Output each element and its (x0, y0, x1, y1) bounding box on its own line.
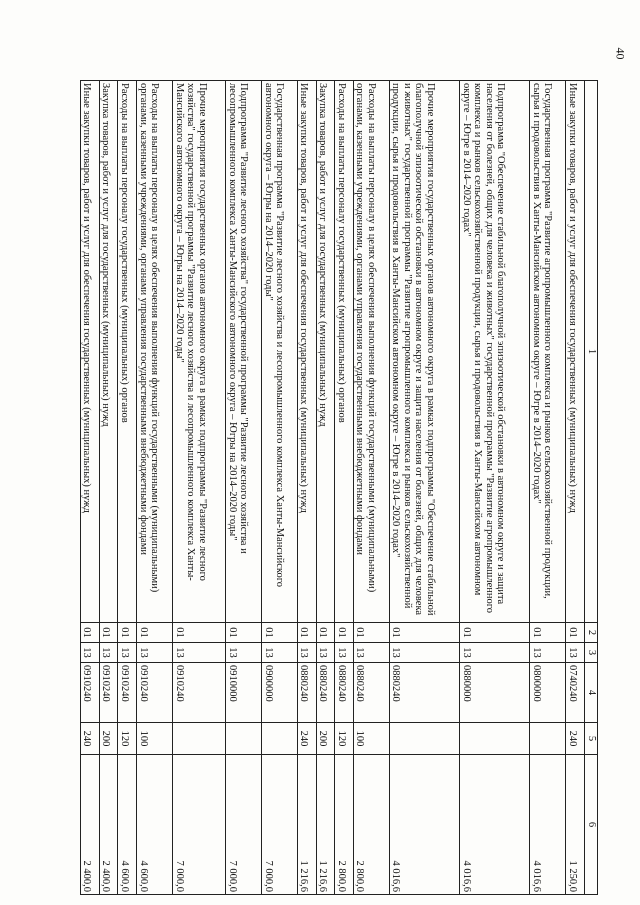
amount-cell: 2 400,0 (99, 755, 118, 895)
amount-cell: 2 800,0 (353, 755, 389, 895)
subsection-code-cell: 13 (297, 643, 316, 663)
amount-cell: 4 016,6 (530, 755, 566, 895)
amount-cell: 7 000,0 (262, 755, 298, 895)
subsection-code-cell: 13 (118, 643, 137, 663)
amount-cell: 1 250,0 (566, 755, 585, 895)
target-item-code-cell: 0900000 (262, 663, 298, 723)
expense-type-code-cell: 100 (137, 723, 173, 755)
subsection-code-cell: 13 (460, 643, 530, 663)
table-row (389, 81, 459, 895)
target-item-code-cell: 0880240 (389, 663, 459, 723)
subsection-code-cell: 13 (530, 643, 566, 663)
amount-cell: 1 216,6 (316, 755, 335, 895)
section-code-cell: 01 (118, 623, 137, 643)
subsection-code-cell: 13 (316, 643, 335, 663)
target-item-code-cell: 0880240 (353, 663, 389, 723)
amount-cell: 2 400,0 (81, 755, 100, 895)
expense-type-code-cell: 240 (566, 723, 585, 755)
expense-type-code-cell (226, 723, 262, 755)
row-name-cell: Закупка товаров, работ и услуг для государственных (муниципальных) нужд (99, 81, 118, 623)
section-code-cell: 01 (226, 623, 262, 643)
table-row (460, 81, 530, 895)
budget-table (80, 80, 598, 895)
section-code-cell: 01 (460, 623, 530, 643)
section-code-cell: 01 (262, 623, 298, 643)
table-body (81, 81, 598, 895)
subsection-code-cell: 13 (262, 643, 298, 663)
row-name-cell: Государственная программа "Развитие агропромышленного комплекса и рынков сельскохозяйственной продукции, сырья и продовольствия в Ханты-Мансийском автономном округе – Югре в 2014–2020 годах" (530, 81, 566, 623)
amount-cell: 1 216,6 (297, 755, 316, 895)
target-item-code-cell: 0880240 (335, 663, 354, 723)
amount-cell: 4 016,6 (460, 755, 530, 895)
section-code-cell: 01 (530, 623, 566, 643)
row-name-cell: Иные закупки товаров, работ и услуг для обеспечения государственных (муниципальных) нужд (81, 81, 100, 623)
section-code-cell: 01 (335, 623, 354, 643)
header-cell: 1 (585, 81, 598, 623)
section-code-cell: 01 (173, 623, 226, 643)
expense-type-code-cell: 100 (353, 723, 389, 755)
header-cell: 2 (585, 623, 598, 643)
expense-type-code-cell: 200 (99, 723, 118, 755)
header-cell: 3 (585, 643, 598, 663)
row-name-cell: Подпрограмма "Развитие лесного хозяйства" государственной программы "Развитие лесного хозяйства и лесопромышленного комплекса Ханты-Мансийского автономного округа – Югры на 2014–2020 годы" (226, 81, 262, 623)
expense-type-code-cell (460, 723, 530, 755)
header-cell: 6 (585, 755, 598, 895)
expense-type-code-cell: 200 (316, 723, 335, 755)
section-code-cell: 01 (316, 623, 335, 643)
table-row (566, 81, 585, 895)
amount-cell: 2 800,0 (335, 755, 354, 895)
target-item-code-cell: 0880240 (297, 663, 316, 723)
amount-cell: 4 016,6 (389, 755, 459, 895)
expense-type-code-cell (389, 723, 459, 755)
target-item-code-cell: 0910240 (81, 663, 100, 723)
expense-type-code-cell (262, 723, 298, 755)
amount-cell: 4 600,0 (118, 755, 137, 895)
row-name-cell: Прочие мероприятия государственных органов автономного округа в рамках подпрограммы "Развитие лесного хозяйства" государственной программы "Развитие лесного хозяйства и лесопромышленного комплекса Ханты-Мансийского автономного округа – Югры на 2014–2020 годы" (173, 81, 226, 623)
row-name-cell: Иные закупки товаров, работ и услуг для обеспечения государственных (муниципальных) нужд (566, 81, 585, 623)
section-code-cell: 01 (137, 623, 173, 643)
subsection-code-cell: 13 (389, 643, 459, 663)
subsection-code-cell: 13 (335, 643, 354, 663)
rotated-table-container (80, 80, 598, 894)
subsection-code-cell: 13 (173, 643, 226, 663)
row-name-cell: Подпрограмма "Обеспечение стабильной благополучной эпизоотической обстановки в автономном округе и защита населения от болезней, общих для человека и животных" государственной программы "Развитие агропромышленного комплекса и рынков сельскохозяйственной продукции, сырья и продовольствия в Ханты-Мансийском автономном округе – Югре в 2014–2020 годах" (460, 81, 530, 623)
subsection-code-cell: 13 (99, 643, 118, 663)
expense-type-code-cell: 120 (335, 723, 354, 755)
row-name-cell: Расходы на выплаты персоналу в целях обеспечения выполнения функций государственными (муниципальными) органами, казенными учреждениями, органами управления государственными внебюджетными фондами (137, 81, 173, 623)
section-code-cell: 01 (389, 623, 459, 643)
row-name-cell: Прочие мероприятия государственных органов автономного округа в рамках подпрограммы "Обеспечение стабильной благополучной эпизоотической обстановки в автономном округе и защита населения от болезней, общих для человека и животных" государственной программы "Развитие агропромышленного комплекса и рынков сельскохозяйственной продукции, сырья и продовольствия в Ханты-Мансийском автономном округе – Югре в 2014–2020 годах" (389, 81, 459, 623)
expense-type-code-cell (173, 723, 226, 755)
row-name-cell: Закупка товаров, работ и услуг для государственных (муниципальных) нужд (316, 81, 335, 623)
table-row (118, 81, 137, 895)
row-name-cell: Иные закупки товаров, работ и услуг для обеспечения государственных (муниципальных) нужд (297, 81, 316, 623)
table-row (262, 81, 298, 895)
subsection-code-cell: 13 (81, 643, 100, 663)
header-cell: 5 (585, 723, 598, 755)
target-item-code-cell: 0880000 (460, 663, 530, 723)
table-row (335, 81, 354, 895)
subsection-code-cell: 13 (353, 643, 389, 663)
row-name-cell: Расходы на выплаты персоналу государственных (муниципальных) органов (335, 81, 354, 623)
section-code-cell: 01 (297, 623, 316, 643)
expense-type-code-cell: 120 (118, 723, 137, 755)
target-item-code-cell: 0910240 (137, 663, 173, 723)
expense-type-code-cell (530, 723, 566, 755)
target-item-code-cell: 0910240 (173, 663, 226, 723)
header-cell: 4 (585, 663, 598, 723)
section-code-cell: 01 (566, 623, 585, 643)
subsection-code-cell: 13 (137, 643, 173, 663)
table-row (316, 81, 335, 895)
page-number: 40 (613, 47, 628, 60)
target-item-code-cell: 0880240 (316, 663, 335, 723)
subsection-code-cell: 13 (226, 643, 262, 663)
table-row (530, 81, 566, 895)
table-row (226, 81, 262, 895)
amount-cell: 7 000,0 (226, 755, 262, 895)
section-code-cell: 01 (99, 623, 118, 643)
table-row (173, 81, 226, 895)
header-row (585, 81, 598, 895)
expense-type-code-cell: 240 (297, 723, 316, 755)
row-name-cell: Расходы на выплаты персоналу государственных (муниципальных) органов (118, 81, 137, 623)
table-row (297, 81, 316, 895)
amount-cell: 4 600,0 (137, 755, 173, 895)
section-code-cell: 01 (81, 623, 100, 643)
amount-cell: 7 000,0 (173, 755, 226, 895)
target-item-code-cell: 0910240 (118, 663, 137, 723)
row-name-cell: Расходы на выплаты персоналу в целях обеспечения выполнения функций государственными (муниципальными) органами, казенными учреждениями, органами управления государственными внебюджетными фондами (353, 81, 389, 623)
table-row (81, 81, 100, 895)
target-item-code-cell: 0910240 (99, 663, 118, 723)
table-row (137, 81, 173, 895)
table-row (99, 81, 118, 895)
table-row (353, 81, 389, 895)
target-item-code-cell: 0800000 (530, 663, 566, 723)
subsection-code-cell: 13 (566, 643, 585, 663)
section-code-cell: 01 (353, 623, 389, 643)
row-name-cell: Государственная программа "Развитие лесного хозяйства и лесопромышленного комплекса Ханты-Мансийского автономного округа – Югры на 2014–2020 годы" (262, 81, 298, 623)
expense-type-code-cell: 240 (81, 723, 100, 755)
target-item-code-cell: 0910000 (226, 663, 262, 723)
target-item-code-cell: 0740240 (566, 663, 585, 723)
